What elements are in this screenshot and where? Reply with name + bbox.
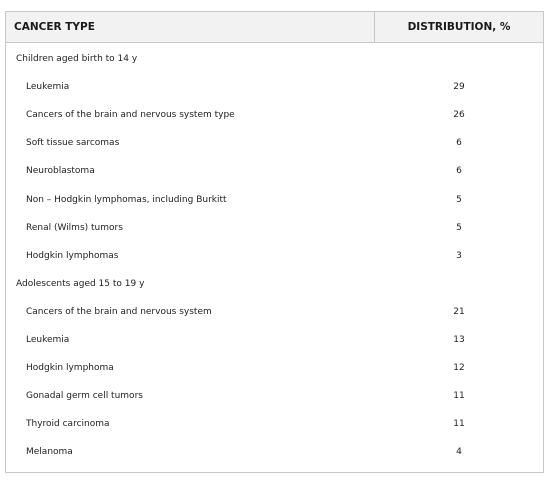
table-row [6, 298, 543, 326]
distribution-cell: 6 [456, 166, 462, 177]
table-row [6, 157, 543, 185]
table-header [6, 12, 543, 43]
distribution-cell: 6 [456, 138, 462, 149]
group-label: Children aged birth to 14 y [16, 54, 138, 65]
cancer-type-cell: Leukemia [26, 82, 70, 93]
cancer-type-cell: Non – Hodgkin lymphomas, including Burkitt [26, 194, 227, 205]
distribution-cell: 11 [453, 391, 465, 402]
distribution-cell: 12 [453, 363, 465, 374]
table-row [6, 101, 543, 129]
distribution-cell: 13 [453, 334, 465, 345]
table-row [6, 354, 543, 382]
distribution-cell: 5 [456, 194, 462, 205]
table-body [6, 43, 543, 466]
group-row-adolescents [6, 270, 543, 298]
cancer-type-cell: Hodgkin lymphomas [26, 250, 119, 261]
distribution-cell: 5 [456, 222, 462, 233]
cancer-distribution-table [5, 11, 544, 473]
distribution-cell: 21 [453, 306, 465, 317]
cancer-type-cell: Leukemia [26, 334, 70, 345]
header-distribution: DISTRIBUTION, % [407, 21, 511, 33]
cancer-type-cell: Soft tissue sarcomas [26, 138, 120, 149]
group-label: Adolescents aged 15 to 19 y [16, 278, 145, 289]
cancer-type-cell: Melanoma [26, 447, 73, 458]
distribution-cell: 29 [453, 82, 465, 93]
table-row [6, 73, 543, 101]
cancer-type-cell: Hodgkin lymphoma [26, 363, 114, 374]
cancer-type-cell: Thyroid carcinoma [26, 419, 110, 430]
table-row [6, 214, 543, 242]
table-row [6, 242, 543, 270]
cancer-type-cell: Cancers of the brain and nervous system type [26, 110, 235, 121]
distribution-cell: 11 [453, 419, 465, 430]
group-row-children [6, 45, 543, 73]
distribution-cell: 4 [456, 447, 462, 458]
table-row [6, 410, 543, 438]
distribution-cell: 3 [456, 250, 462, 261]
table-row [6, 382, 543, 410]
cancer-type-cell: Neuroblastoma [26, 166, 95, 177]
cancer-type-cell: Renal (Wilms) tumors [26, 222, 123, 233]
table-row [6, 326, 543, 354]
cancer-type-cell: Gonadal germ cell tumors [26, 391, 143, 402]
distribution-cell: 26 [453, 110, 465, 121]
table-row [6, 185, 543, 213]
header-cancer-type: CANCER TYPE [6, 12, 375, 42]
cancer-type-cell: Cancers of the brain and nervous system [26, 306, 212, 317]
table-row [6, 129, 543, 157]
table-row [6, 438, 543, 466]
